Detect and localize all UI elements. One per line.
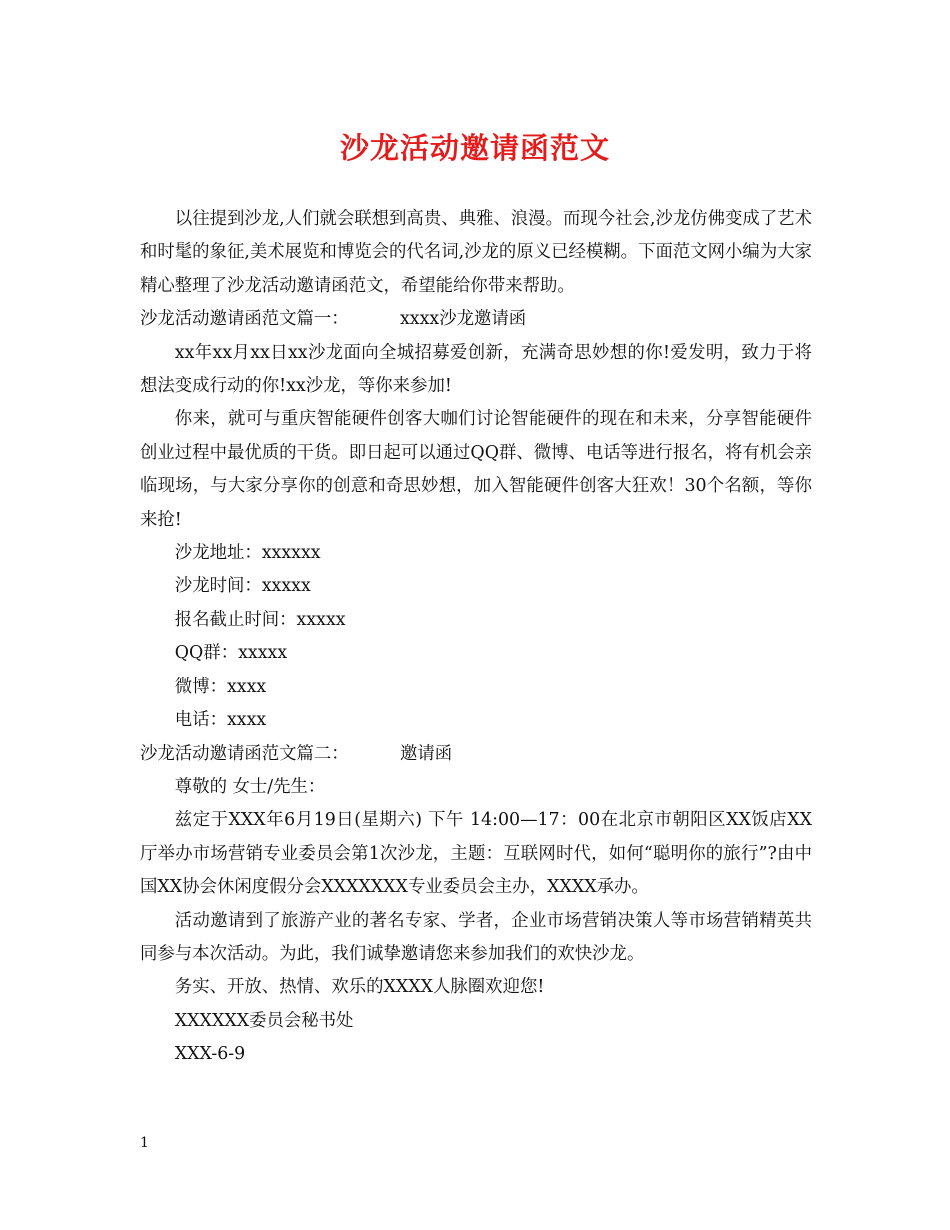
weibo: 微博：xxxx	[174, 676, 267, 697]
intro-paragraph: 以往提到沙龙,人们就会联想到高贵、典雅、浪漫。而现今社会,沙龙仿佛变成了艺术和时髦的象征,美术展览和博览会的代名词,沙龙的原义已经模糊。下面范文网小编为大家精心整理了沙龙活动邀请函范文，希望能给你带来帮助。	[140, 209, 812, 296]
closing-line: 务实、开放、热情、欢乐的XXXX人脉圈欢迎您!	[174, 977, 545, 998]
section1-paragraph-2: 你来，就可与重庆智能硬件创客大咖们讨论智能硬件的现在和未来，分享智能硬件创业过程中最优质的干货。即日起可以通过QQ群、微博、电话等进行报名，将有机会亲临现场，与大家分享你的创意和奇思妙想，加入智能硬件创客大狂欢！30个名额，等你来抢!	[140, 409, 812, 530]
phone: 电话：xxxx	[174, 710, 267, 731]
document-body	[140, 203, 812, 1072]
section2-heading	[140, 738, 812, 771]
signature: XXXXXX委员会秘书处	[174, 1010, 354, 1031]
registration-deadline: 报名截止时间：xxxxx	[174, 609, 346, 630]
salon-address: 沙龙地址：xxxxxx	[174, 543, 321, 564]
section1-heading-title: xxxx沙龙邀请函	[400, 309, 527, 330]
letter-date: XXX-6-9	[174, 1044, 246, 1065]
salon-time: 沙龙时间：xxxxx	[174, 576, 311, 597]
page-number: 1	[140, 1135, 149, 1151]
qq-group: QQ群：xxxxx	[174, 643, 288, 664]
salutation: 尊敬的 女士/先生：	[174, 776, 326, 797]
section1-heading-label: 沙龙活动邀请函范文篇一：	[140, 309, 349, 330]
section1-paragraph-1: xx年xx月xx日xx沙龙面向全城招募爱创新，充满奇思妙想的你!爱发明，致力于将想法变成行动的你!xx沙龙，等你来参加!	[140, 342, 812, 397]
section2-heading-label: 沙龙活动邀请函范文篇二：	[140, 743, 349, 764]
section2-paragraph-1: 兹定于XXX年6月19日(星期六) 下午 14:00—17：00在北京市朝阳区XX饭店XX厅举办市场营销专业委员会第1次沙龙，主题：互联网时代，如何“聪明你的旅行”?由中国XX协会休闲度假分会XXXXXXX专业委员会主办，XXXX承办。	[140, 810, 812, 898]
section2-heading-title: 邀请函	[400, 743, 453, 764]
section2-paragraph-2: 活动邀请到了旅游产业的著名专家、学者，企业市场营销决策人等市场营销精英共同参与本次活动。为此，我们诚挚邀请您来参加我们的欢快沙龙。	[140, 910, 812, 964]
section1-heading	[140, 303, 812, 336]
document-title: 沙龙活动邀请函范文	[339, 131, 610, 165]
